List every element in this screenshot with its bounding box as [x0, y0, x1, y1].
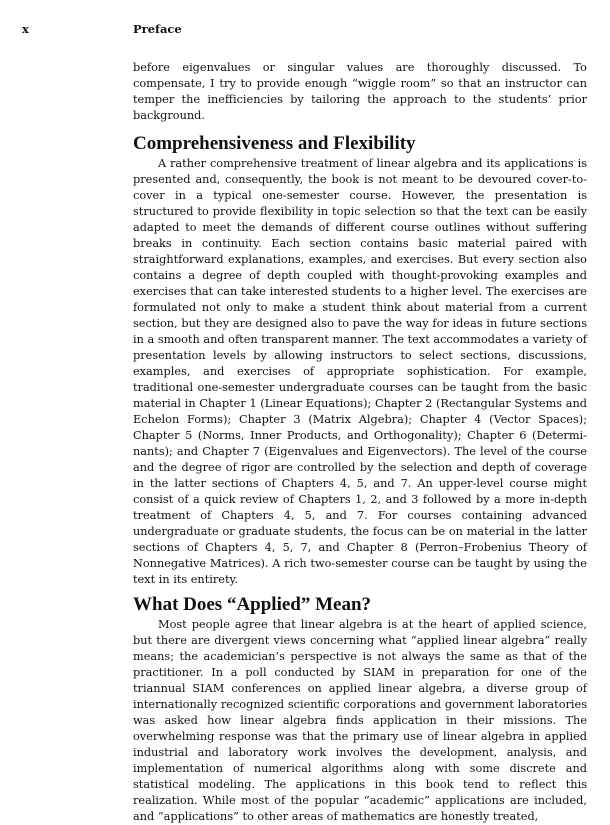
- running-head: [22, 22, 588, 38]
- section-body-comprehensiveness: A rather comprehensive treatment of linear algebra and its applications is presented and, consequently, the book is not meant to be devoured cover-to-cover in a typical one-semester course. However, the presentation is structured to provide flexibility in topic selection so that the text can be easily adapted to meet the demands of different course outlines without suffering breaks in continuity. Each section contains basic material paired with straightforward explanations, examples, and exercises. But every section also contains a degree of depth coupled with thought-provoking examples and exercises that can take interested students to a higher level. The exercises are formulated not only to make a student think about material from a current section, but they are designed also to pave the way for ideas in future sections in a smooth and often transparent manner. The text accommodates a variety of presentation levels by allowing instructors to select sections, discussions, examples, and exercises of appropriate sophistication. For example, traditional one-semester undergraduate courses can be taught from the basic material in Chapter 1 (Linear Equations); Chapter 2 (Rectangular Systems and Echelon Forms); Chapter 3 (Matrix Algebra); Chapter 4 (Vector Spaces); Chapter 5 (Norms, Inner Products, and Orthogonality); Chapter 6 (Determinants); and Chapter 7 (Eigenvalues and Eigenvectors). The level of the course and the degree of rigor are controlled by the selection and depth of coverage in the latter sections of Chapters 4, 5, and 7. An upper-level course might consist of a quick review of Chapters 1, 2, and 3 followed by a more in-depth treatment of Chapters 4, 5, and 7. For courses containing advanced undergraduate or graduate students, the focus can be on material in the latter sections of Chapters 4, 5, 7, and Chapter 8 (Perron–Frobenius Theory of Nonnegative Matrices). A rich two-semester course can be taught by using the text in its entirety.: [133, 157, 587, 586]
- running-title: Preface: [133, 22, 182, 36]
- page-number: x: [22, 22, 29, 36]
- section-heading-comprehensiveness: Comprehensiveness and Flexibility: [133, 133, 416, 154]
- section-heading-applied: What Does “Applied” Mean?: [133, 594, 372, 615]
- section-body-applied: Most people agree that linear algebra is at the heart of applied science, but there are divergent views concerning what “applied linear algebra” really means; the academician’s perspective is not always the same as that of the practitioner. In a poll conducted by SIAM in preparation for one of the triannual SIAM conferences on applied linear algebra, a diverse group of internationally recognized scientific corporations and government laboratories was asked how linear algebra finds application in their missions. The overwhelming response was that the primary use of linear algebra in applied industrial and laboratory work involves the development, analysis, and implementation of numerical algorithms along with some discrete and statistical modeling. The applications in this book tend to reflect this realization. While most of the popular “academic” applications are included, and “applications” to other areas of mathematics are honestly treated,: [133, 618, 587, 823]
- intro-paragraph: before eigenvalues or singular values are thoroughly discussed. To compensate, I try to provide enough “wiggle room” so that an instructor can temper the inefficiencies by tailoring the approach to the students’ prior background.: [133, 61, 587, 122]
- page-content: [133, 60, 587, 825]
